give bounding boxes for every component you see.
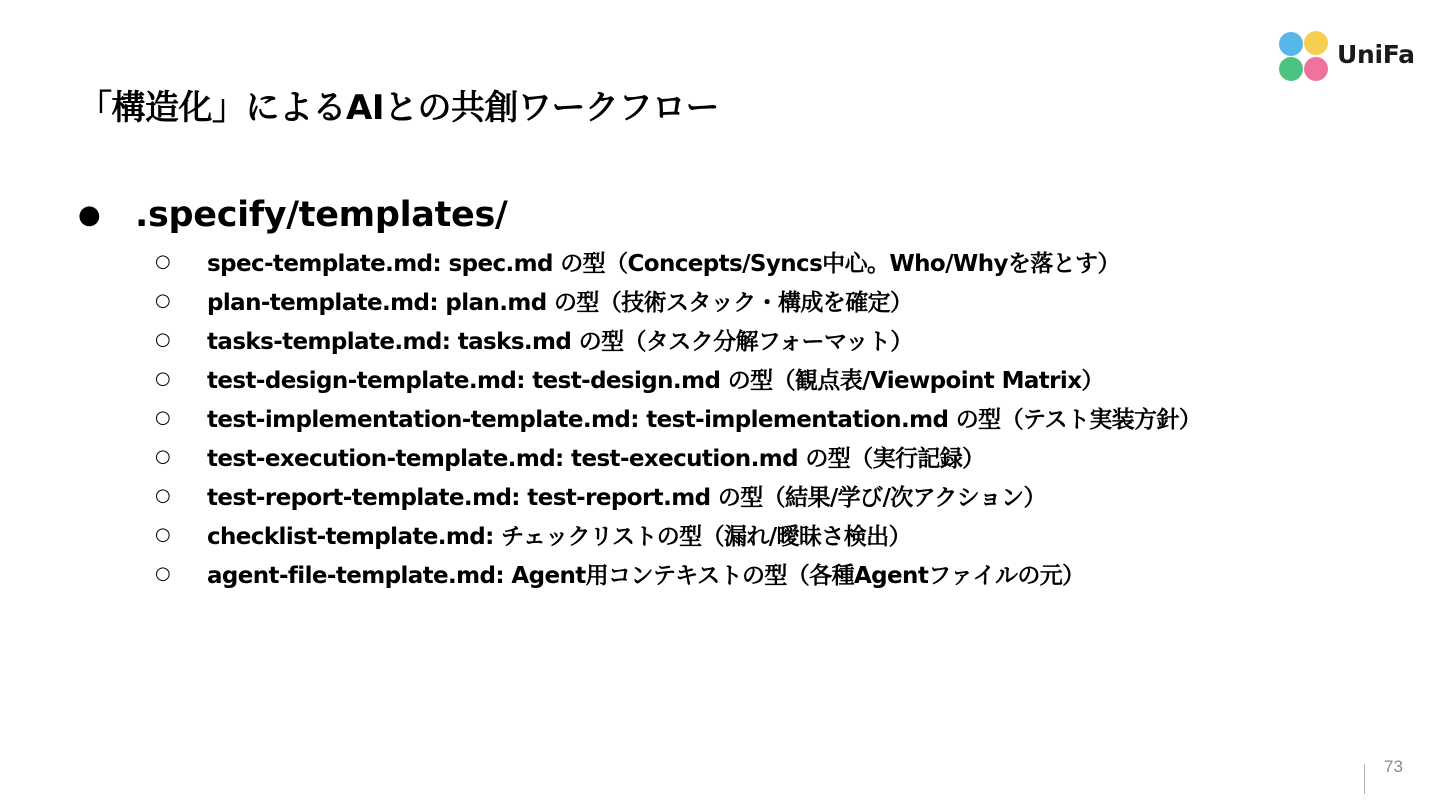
- template-list-item: [78, 281, 1408, 320]
- template-list-item: [78, 398, 1408, 437]
- slide-title: 「構造化」によるAIとの共創ワークフロー: [78, 88, 719, 128]
- bullet-circle-icon: ○: [155, 367, 171, 389]
- template-description: tasks-template.md: tasks.md の型（タスク分解フォーマット）: [207, 329, 913, 355]
- template-description: checklist-template.md: チェックリストの型（漏れ/曖昧さ検出）: [207, 524, 911, 550]
- template-description: test-report-template.md: test-report.md の型（結果/学び/次アクション）: [207, 485, 1046, 511]
- template-list-item: [78, 359, 1408, 398]
- slide-content: [78, 190, 1408, 593]
- template-list-item: [78, 554, 1408, 593]
- template-description: spec-template.md: spec.md の型（Concepts/Syncs中心。Who/Whyを落とす）: [207, 251, 1120, 277]
- template-list-item: [78, 515, 1408, 554]
- bullet-circle-icon: ○: [155, 250, 171, 272]
- page-number: 73: [1384, 757, 1403, 776]
- template-list: [78, 242, 1408, 593]
- bullet-circle-icon: ○: [155, 484, 171, 506]
- template-description: test-execution-template.md: test-execution.md の型（実行記録）: [207, 446, 985, 472]
- bullet-disc-icon: ●: [78, 200, 101, 230]
- template-list-item: [78, 320, 1408, 359]
- unifa-logo-mark-icon: [1276, 30, 1332, 84]
- bullet-item-templates-dir: [78, 190, 1408, 240]
- template-description: test-design-template.md: test-design.md の型（観点表/Viewpoint Matrix）: [207, 368, 1104, 394]
- template-description: test-implementation-template.md: test-implementation.md の型（テスト実装方針）: [207, 407, 1202, 433]
- template-description: plan-template.md: plan.md の型（技術スタック・構成を確定）: [207, 290, 913, 316]
- bullet-text: .specify/templates/: [135, 195, 508, 235]
- bullet-circle-icon: ○: [155, 289, 171, 311]
- template-list-item: [78, 437, 1408, 476]
- unifa-logo: [1276, 30, 1416, 84]
- bullet-circle-icon: ○: [155, 406, 171, 428]
- logo-text: UniFa: [1337, 40, 1415, 69]
- bullet-circle-icon: ○: [155, 328, 171, 350]
- bullet-circle-icon: ○: [155, 523, 171, 545]
- bullet-circle-icon: ○: [155, 445, 171, 467]
- template-list-item: [78, 242, 1408, 281]
- bullet-circle-icon: ○: [155, 562, 171, 584]
- footer-divider: [1364, 764, 1365, 794]
- template-list-item: [78, 476, 1408, 515]
- template-description: agent-file-template.md: Agent用コンテキストの型（各種Agentファイルの元）: [207, 563, 1085, 589]
